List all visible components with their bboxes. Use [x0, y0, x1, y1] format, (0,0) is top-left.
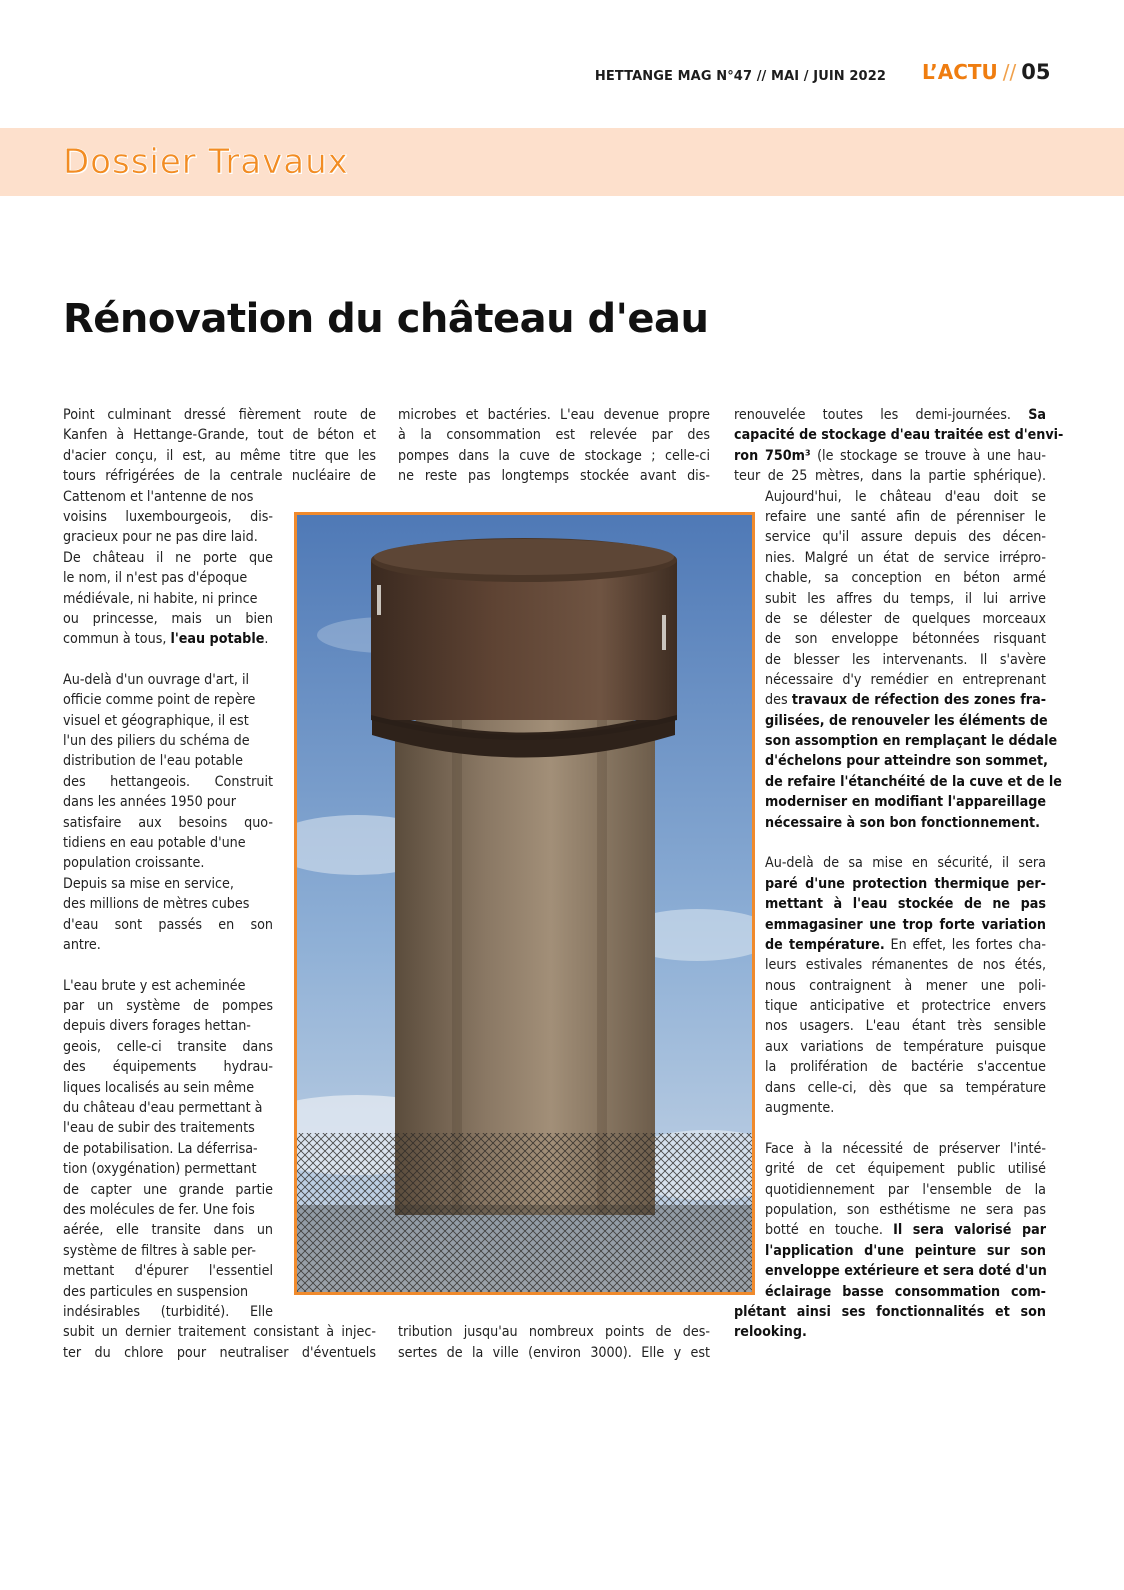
text-line: dans celle-ci, dès que sa température: [765, 1080, 1046, 1096]
text-line: tion (oxygénation) permettant: [63, 1161, 257, 1177]
text-line: tours réfrigérées de la centrale nucléaire de: [63, 468, 376, 484]
text-line: chable, sa conception en béton armé: [765, 570, 1046, 586]
text-line: dans les années 1950 pour: [63, 794, 237, 810]
bold-phrase: de température.: [765, 937, 885, 953]
text-line: d'acier conçu, il est, au même titre que les: [63, 448, 376, 464]
text-line: du château d'eau permettant à: [63, 1100, 263, 1116]
text-line: satisfaire aux besoins quo-: [63, 815, 273, 831]
section-separator: //: [1002, 60, 1017, 84]
text-line: ne reste pas longtemps stockée avant dis-: [398, 468, 710, 484]
text-line: aérée, elle transite dans un: [63, 1222, 273, 1238]
text-line: nies. Malgré un état de service irrépro-: [765, 550, 1046, 566]
text-line: Cattenom et l'antenne de nos: [63, 489, 254, 505]
text-line: des équipements hydrau-: [63, 1059, 273, 1075]
text-line: de potabilisation. La déferrisa-: [63, 1141, 258, 1157]
text-line: paré d'une protection thermique per-: [765, 876, 1046, 892]
text-line: quotidiennement par l'ensemble de la: [765, 1182, 1046, 1198]
text-line: indésirables (turbidité). Elle: [63, 1304, 273, 1320]
text-line: leurs estivales rémanentes de nos étés,: [765, 957, 1046, 973]
text-line: moderniser en modifiant l'appareillage: [765, 794, 1046, 810]
text-line: plétant ainsi ses fonctionnalités et son: [734, 1304, 1046, 1320]
text-line: microbes et bactéries. L'eau devenue propre: [398, 407, 710, 423]
text-line: nous contraignent à mener une poli-: [765, 978, 1046, 994]
text-line: voisins luxembourgeois, dis-: [63, 509, 273, 525]
text-line: nos usagers. L'eau étant très sensible: [765, 1018, 1046, 1034]
bold-phrase: Il sera valorisé par: [893, 1222, 1046, 1238]
text-line: Au-delà d'un ouvrage d'art, il: [63, 672, 250, 688]
text-line: L'eau brute y est acheminée: [63, 978, 246, 994]
text-line: système de filtres à sable per-: [63, 1243, 256, 1259]
text-line: commun à tous, l'eau potable.: [63, 631, 269, 647]
text-line: des millions de mètres cubes: [63, 896, 250, 912]
text-line: subit les affres du temps, il lui arrive: [765, 591, 1046, 607]
text-line: sertes de la ville (environ 3000). Elle y est: [398, 1345, 710, 1361]
text-line: le nom, il n'est pas d'époque: [63, 570, 248, 586]
issue-info: HETTANGE MAG N°47 // MAI / JUIN 2022: [594, 69, 886, 84]
text-line: la prolifération de bactérie s'accentue: [765, 1059, 1046, 1075]
text-line: relooking.: [734, 1324, 807, 1340]
bold-phrase: travaux de réfection des zones fra-: [791, 692, 1046, 708]
text-line: des molécules de fer. Une fois: [63, 1202, 255, 1218]
text-line: Depuis sa mise en service,: [63, 876, 234, 892]
text-line: depuis divers forages hettan-: [63, 1018, 251, 1034]
text-line: population, son esthétisme ne sera pas: [765, 1202, 1046, 1218]
text-line: tidiens en eau potable d'une: [63, 835, 246, 851]
text-line: l'eau de subir des traitements: [63, 1120, 255, 1136]
text-line: son assomption en remplaçant le dédale: [765, 733, 1058, 749]
text-line: teur de 25 mètres, dans la partie sphérique).: [734, 468, 1046, 484]
text-line: botté en touche. Il sera valorisé par: [765, 1222, 1046, 1238]
text-line: par un système de pompes: [63, 998, 273, 1014]
text-line: De château il ne porte que: [63, 550, 273, 566]
text-line: Point culminant dressé fièrement route de: [63, 407, 376, 423]
text-line: augmente.: [765, 1100, 835, 1116]
text-line: gilisées, de renouveler les éléments de: [765, 713, 1048, 729]
text-line: distribution de l'eau potable: [63, 753, 243, 769]
text-line: des travaux de réfection des zones fra-: [765, 692, 1046, 708]
text-line: ou princesse, mais un bien: [63, 611, 273, 627]
text-line: Aujourd'hui, le château d'eau doit se: [765, 489, 1046, 505]
text-line: Face à la nécessité de préserver l'inté-: [765, 1141, 1046, 1157]
text-line: Au-delà de sa mise en sécurité, il sera: [765, 855, 1046, 871]
text-line: mettant d'épurer l'essentiel: [63, 1263, 273, 1279]
text-line: pompes dans la cuve de stockage ; celle-ci: [398, 448, 710, 464]
text-line: antre.: [63, 937, 101, 953]
section-name: L’ACTU: [922, 60, 998, 84]
text-line: emmagasiner une trop forte variation: [765, 917, 1046, 933]
text-line: enveloppe extérieure et sera doté d'un: [765, 1263, 1047, 1279]
section-banner: [0, 128, 1124, 196]
text-line: des particules en suspension: [63, 1284, 249, 1300]
text-line: de température. En effet, les fortes cha-: [765, 937, 1046, 953]
text-line: service qu'il assure depuis des décen-: [765, 529, 1046, 545]
text-line: renouvelée toutes les demi-journées. Sa: [734, 407, 1046, 423]
text-line: visuel et géographique, il est: [63, 713, 249, 729]
text-line: nécessaire à son bon fonctionnement.: [765, 815, 1040, 831]
text-line: officie comme point de repère: [63, 692, 256, 708]
text-line: ron 750m³ (le stockage se trouve à une hau-: [734, 448, 1046, 464]
banner-title: Dossier Travaux: [63, 142, 349, 182]
text-line: tribution jusqu'au nombreux points de des-: [398, 1324, 710, 1340]
text-line: population croissante.: [63, 855, 205, 871]
bold-phrase: Sa: [1028, 407, 1046, 423]
text-line: de se délester de quelques morceaux: [765, 611, 1046, 627]
text-line: capacité de stockage d'eau traitée est d'envi-: [734, 427, 1064, 443]
text-line: subit un dernier traitement consistant à injec-: [63, 1324, 376, 1340]
article-title: Rénovation du château d'eau: [63, 296, 709, 342]
text-line: l'application d'une peinture sur son: [765, 1243, 1046, 1259]
text-line: de refaire l'étanchéité de la cuve et de le: [765, 774, 1062, 790]
text-line: liques localisés au sein même: [63, 1080, 255, 1096]
text-line: Kanfen à Hettange-Grande, tout de béton et: [63, 427, 376, 443]
text-line: aux variations de température puisque: [765, 1039, 1046, 1055]
text-line: de blesser les intervenants. Il s'avère: [765, 652, 1046, 668]
page-number: 05: [1021, 60, 1051, 84]
section-page-label: [922, 60, 1051, 84]
text-line: grité de cet équipement public utilisé: [765, 1161, 1046, 1177]
text-line: nécessaire d'y remédier en entreprenant: [765, 672, 1046, 688]
text-line: mettant à l'eau stockée de ne pas: [765, 896, 1046, 912]
text-line: de son enveloppe bétonnées risquant: [765, 631, 1046, 647]
text-line: éclairage basse consommation com-: [765, 1284, 1046, 1300]
bold-phrase: ron 750m³: [734, 448, 811, 464]
bold-phrase: l'eau potable: [170, 631, 265, 647]
text-line: tique anticipative et protectrice envers: [765, 998, 1046, 1014]
text-line: geois, celle-ci transite dans: [63, 1039, 273, 1055]
text-line: de capter une grande partie: [63, 1182, 273, 1198]
text-line: d'eau sont passés en son: [63, 917, 273, 933]
text-line: des hettangeois. Construit: [63, 774, 273, 790]
text-line: l'un des piliers du schéma de: [63, 733, 250, 749]
water-tower-photo: [294, 512, 755, 1295]
text-line: d'échelons pour atteindre son sommet,: [765, 753, 1048, 769]
text-line: à la consommation est relevée par des: [398, 427, 710, 443]
text-line: ter du chlore pour neutraliser d'éventuels: [63, 1345, 376, 1361]
text-line: refaire une santé afin de pérenniser le: [765, 509, 1046, 525]
text-line: médiévale, ni habite, ni prince: [63, 591, 258, 607]
text-line: gracieux pour ne pas dire laid.: [63, 529, 258, 545]
